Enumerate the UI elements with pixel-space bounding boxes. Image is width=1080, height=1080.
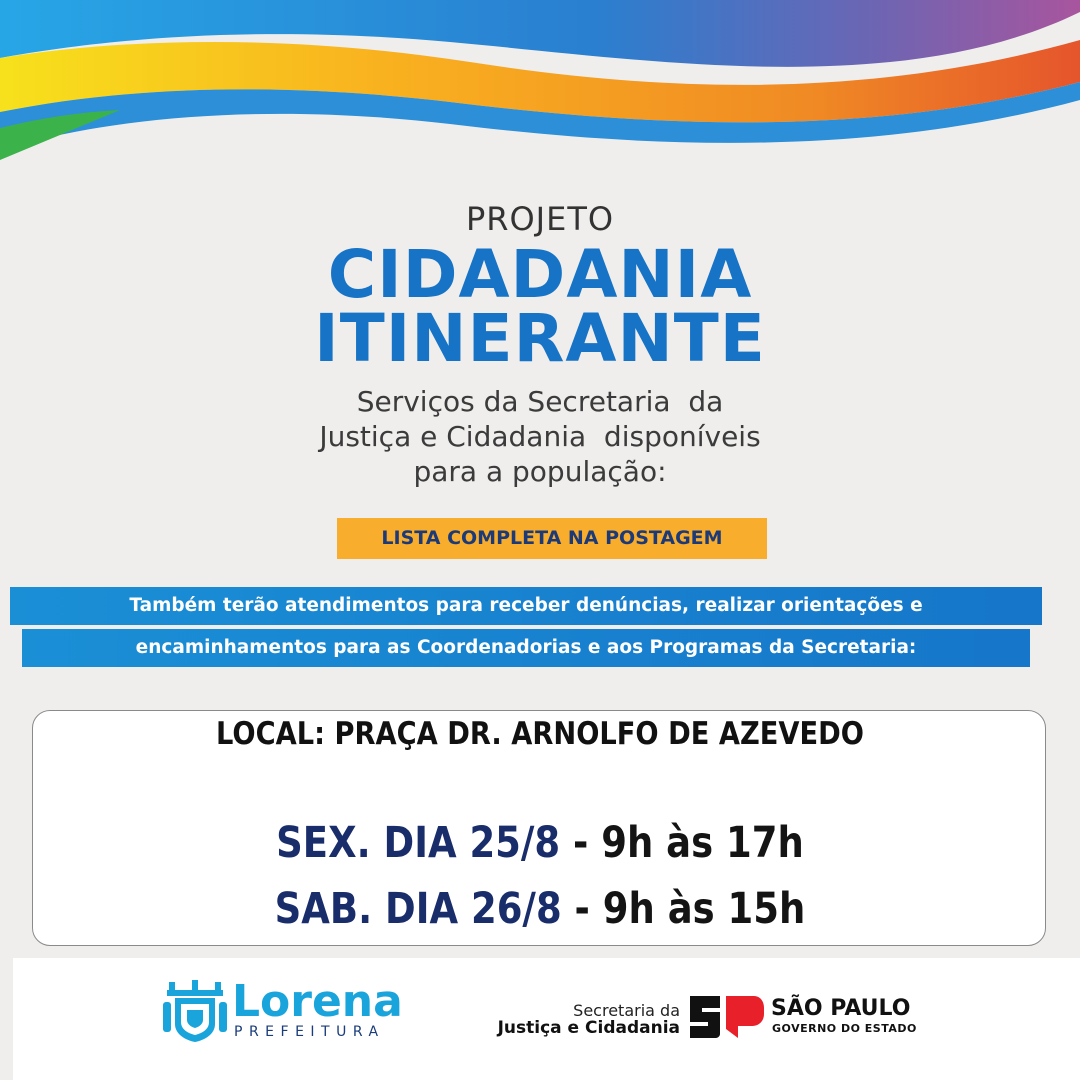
decorative-waves — [0, 0, 1080, 170]
event-location: LOCAL: PRAÇA DR. ARNOLFO DE AZEVEDO — [215, 716, 865, 752]
event-hours: - 9h às 15h — [561, 884, 806, 934]
sp-name: SÃO PAULO — [771, 996, 911, 1021]
event-date-2 — [76, 884, 1005, 934]
event-day: SAB. DIA 26/8 — [274, 884, 562, 934]
event-date-1 — [76, 818, 1005, 868]
secretaria-line-2: Justiça e Cidadania — [497, 1018, 680, 1038]
event-day: SEX. DIA 25/8 — [276, 818, 561, 868]
title-line-2: ITINERANTE — [314, 300, 766, 377]
subtitle-line: Justiça e Cidadania disponíveis — [319, 420, 761, 453]
sp-sub: GOVERNO DO ESTADO — [772, 1022, 917, 1035]
subtitle-line: para a população: — [413, 455, 667, 488]
pre-title: PROJETO — [465, 200, 615, 238]
list-complete-button[interactable]: LISTA COMPLETA NA POSTAGEM — [337, 518, 767, 559]
notice-line-1: Também terão atendimentos para receber denúncias, realizar orientações e — [10, 587, 1042, 625]
lorena-crest-icon — [163, 980, 227, 1044]
lorena-name: Lorena — [232, 976, 403, 1027]
event-hours: - 9h às 17h — [560, 818, 804, 868]
lorena-sub: PREFEITURA — [234, 1024, 385, 1040]
title-line-1: CIDADANIA — [327, 236, 753, 313]
secretaria-line-1: Secretaria da — [573, 1001, 680, 1020]
subtitle — [0, 384, 1080, 489]
sp-logo-icon — [688, 996, 764, 1038]
subtitle-line: Serviços da Secretaria da — [356, 385, 724, 418]
notice-line-2: encaminhamentos para as Coordenadorias e aos Programas da Secretaria: — [22, 629, 1030, 667]
